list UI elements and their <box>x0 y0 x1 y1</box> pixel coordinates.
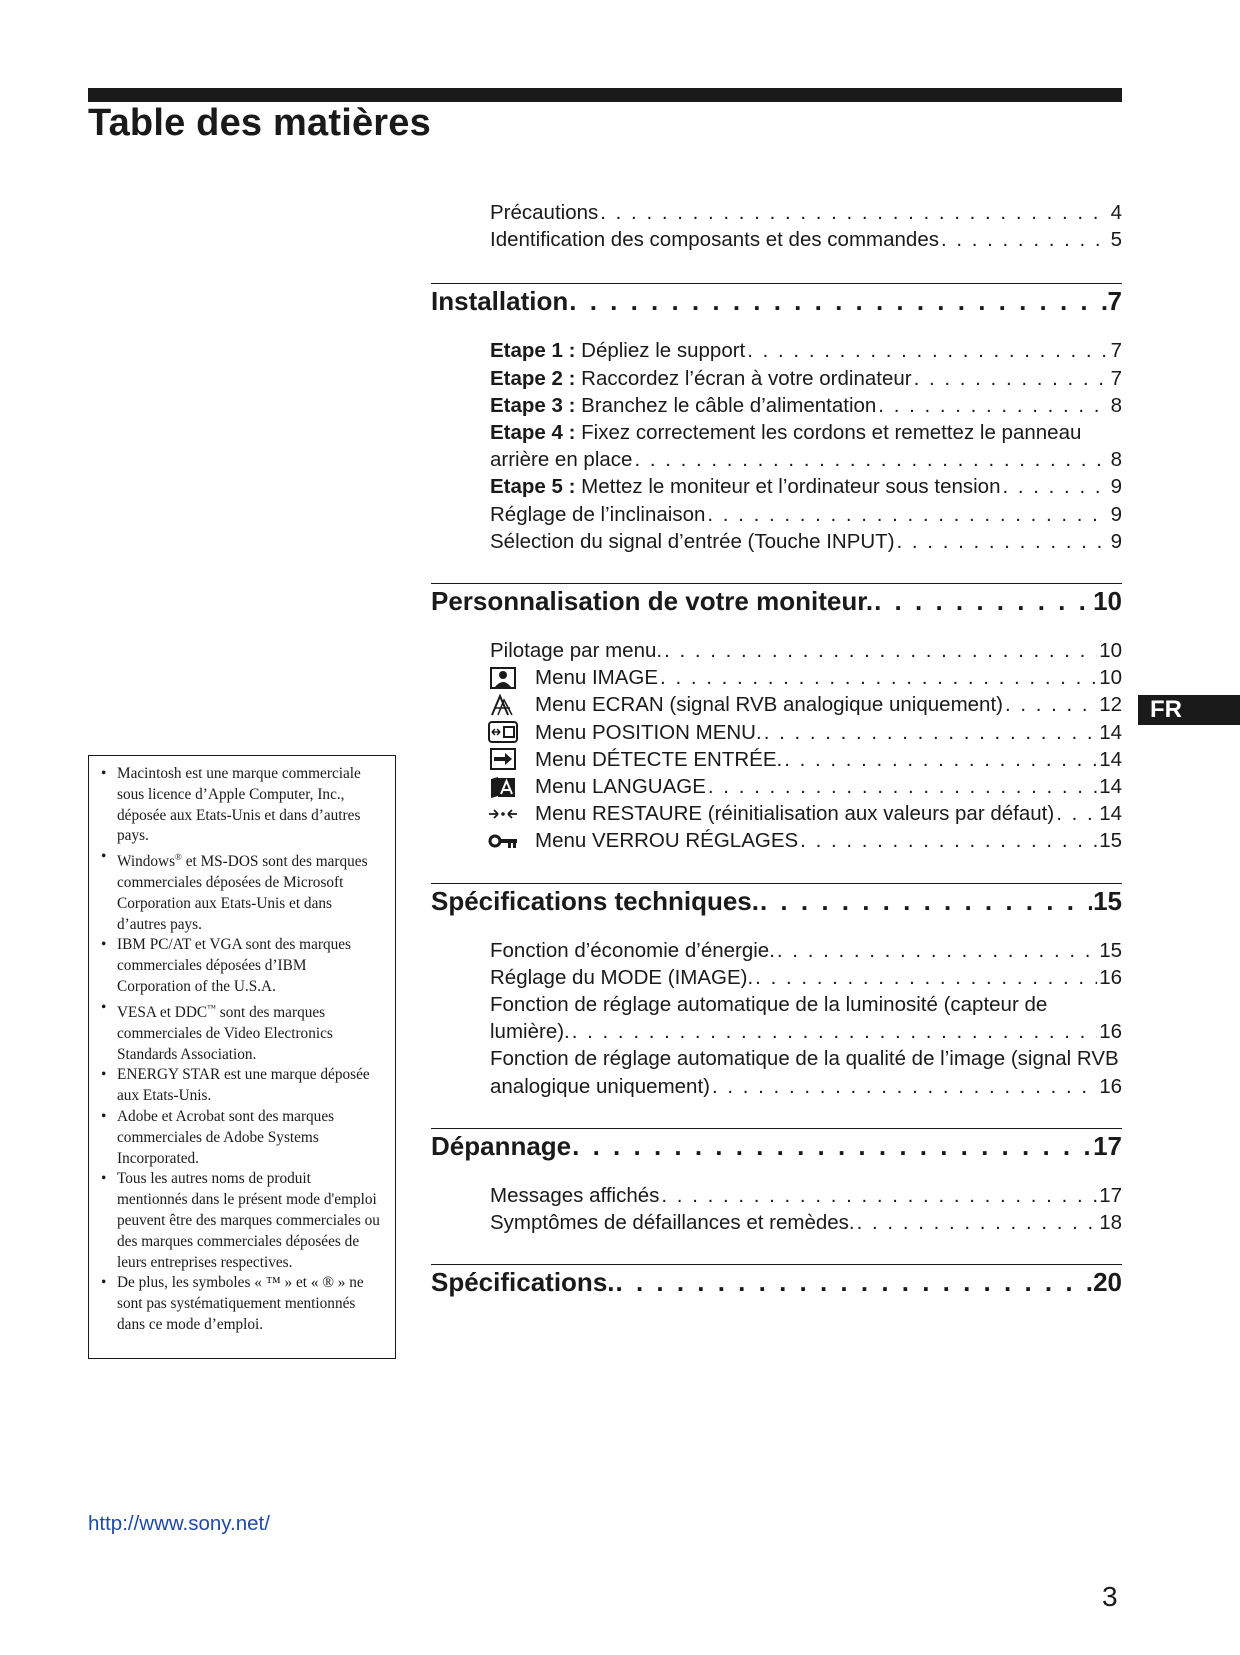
toc-entry[interactable]: Précautions . . . 4 <box>490 199 1122 226</box>
toc-entry[interactable]: Menu RESTAURE (réinitialisation aux valeurs par défaut) . . . 14 <box>488 800 1122 827</box>
section-heading[interactable]: Spécifications. . . . 20 <box>431 1264 1122 1310</box>
toc-entry-line[interactable]: Fonction de réglage automatique de la luminosité (capteur de <box>490 993 1048 1017</box>
toc-entry[interactable]: Réglage de l’inclinaison . . . 9 <box>490 501 1122 528</box>
section-heading[interactable]: Installation . . . 7 <box>431 283 1122 329</box>
toc-entry[interactable]: lumière). . . . 16 <box>490 1018 1122 1045</box>
toc-entry[interactable]: Menu IMAGE . . . 10 <box>488 664 1122 691</box>
section-installation <box>431 283 1122 555</box>
sony-website-link[interactable]: http://www.sony.net/ <box>88 1512 270 1535</box>
toc-entry[interactable]: Menu POSITION MENU. . . . 14 <box>488 719 1122 746</box>
toc-entry[interactable]: Fonction d’économie d’énergie. . . . 15 <box>490 937 1122 964</box>
toc-entry[interactable]: arrière en place . . . 8 <box>490 446 1122 473</box>
page-title: Table des matières <box>88 102 431 144</box>
input-detect-icon <box>488 747 518 771</box>
list-item: • IBM PC/AT et VGA sont des marques commerciales déposées d’IBM Corporation of the U.S.A. <box>101 936 351 996</box>
toc-entry[interactable]: Menu DÉTECTE ENTRÉE. . . . 14 <box>488 746 1122 773</box>
list-item: • ENERGY STAR est une marque déposée aux Etats-Unis. <box>101 1066 370 1105</box>
language-tab: FR <box>1138 695 1240 725</box>
list-item: • VESA et DDC™ sont des marques commerciales de Video Electronics Standards Association. <box>101 998 333 1063</box>
table-of-contents <box>431 199 1122 1338</box>
toc-entry[interactable]: Identification des composants et des commandes . . . 5 <box>490 226 1122 253</box>
intro-group <box>431 199 1122 253</box>
list-item: • Adobe et Acrobat sont des marques commerciales de Adobe Systems Incorporated. <box>101 1107 335 1167</box>
section-personnalisation <box>431 583 1122 855</box>
reset-menu-icon <box>488 802 518 826</box>
position-menu-icon <box>488 720 518 744</box>
section-specifications <box>431 1264 1122 1310</box>
toc-entry[interactable]: Sélection du signal d’entrée (Touche INPUT) . . . 9 <box>490 528 1122 555</box>
toc-entry[interactable]: Symptômes de défaillances et remèdes. . . . 18 <box>490 1209 1122 1236</box>
toc-entry[interactable]: Etape 1 : Dépliez le support . . . 7 <box>490 337 1122 364</box>
toc-entry[interactable]: Menu VERROU RÉGLAGES . . . 15 <box>488 827 1122 854</box>
page-number: 3 <box>1102 1581 1118 1612</box>
list-item: • Windows® et MS-DOS sont des marques commerciales déposées de Microsoft Corporation aux Etats-Unis et dans d’autres pays. <box>101 848 368 933</box>
section-depannage <box>431 1128 1122 1236</box>
language-menu-icon <box>488 775 518 799</box>
toc-entry[interactable]: Réglage du MODE (IMAGE). . . . 16 <box>490 964 1122 991</box>
list-item: • Tous les autres noms de produit mentionnés dans le présent mode d'emploi peuvent être des marques commerciales ou des marques commerciales déposées de leurs entreprises respectives. <box>101 1170 380 1271</box>
toc-entry[interactable]: analogique uniquement) . . . 16 <box>490 1073 1122 1100</box>
section-specifications-techniques <box>431 883 1122 1100</box>
toc-entry[interactable]: Messages affichés . . . 17 <box>490 1182 1122 1209</box>
toc-entry[interactable]: Etape 2 : Raccordez l’écran à votre ordinateur . . . 7 <box>490 365 1122 392</box>
toc-entry-line[interactable]: Fonction de réglage automatique de la qualité de l’image (signal RVB <box>490 1047 1119 1071</box>
toc-entry[interactable]: Menu ECRAN (signal RVB analogique uniquement) . . . 12 <box>488 691 1122 718</box>
list-item: • Macintosh est une marque commerciale sous licence d’Apple Computer, Inc., déposée aux Etats-Unis et dans d’autres pays. <box>101 765 361 845</box>
section-heading[interactable]: Spécifications techniques. . . . 15 <box>431 883 1122 929</box>
section-heading[interactable]: Personnalisation de votre moniteur. . . . 10 <box>431 583 1122 629</box>
key-lock-icon <box>488 829 518 853</box>
toc-entry-line[interactable]: Etape 4 : Fixez correctement les cordons et remettez le panneau <box>490 421 1082 445</box>
toc-entry[interactable]: Etape 3 : Branchez le câble d’alimentation . . . 8 <box>490 392 1122 419</box>
toc-entry[interactable]: Pilotage par menu. . . . 10 <box>490 637 1122 664</box>
toc-entry[interactable]: Menu LANGUAGE . . . 14 <box>488 773 1122 800</box>
title-rule <box>88 88 1122 102</box>
toc-entry[interactable]: Etape 5 : Mettez le moniteur et l’ordinateur sous tension . . . 9 <box>490 473 1122 500</box>
section-heading[interactable]: Dépannage . . . 17 <box>431 1128 1122 1174</box>
picture-menu-icon <box>488 666 518 690</box>
screen-menu-icon <box>488 693 518 717</box>
list-item: • De plus, les symboles « ™ » et « ® » ne sont pas systématiquement mentionnés dans ce mode d’emploi. <box>101 1274 364 1333</box>
trademark-notes <box>88 755 396 1359</box>
